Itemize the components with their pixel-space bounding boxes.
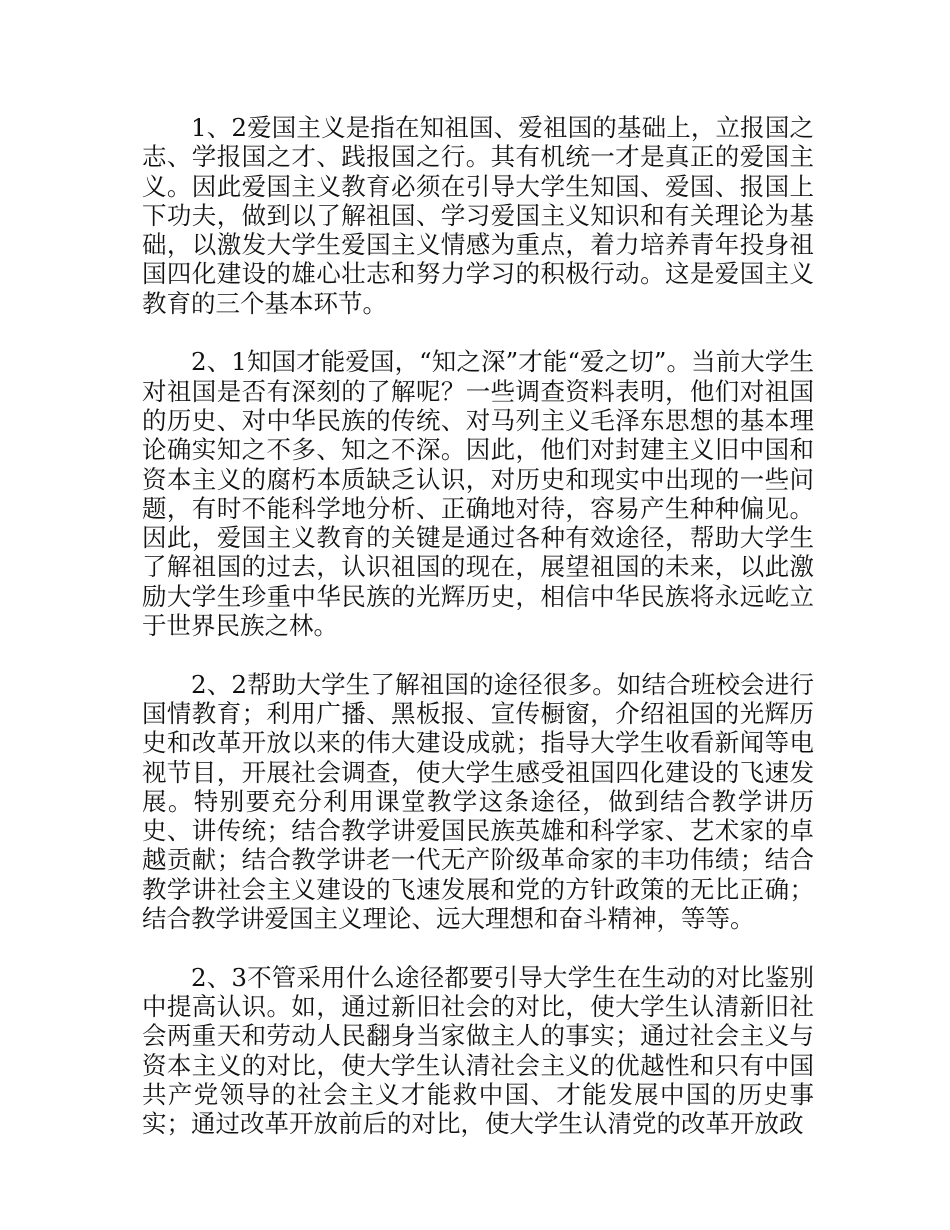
paragraph-2-2: 2、2帮助大学生了解祖国的途径很多。如结合班校会进行国情教育；利用广播、黑板报、宣传橱窗，介绍祖国的光辉历史和改革开放以来的伟大建设成就；指导大学生收看新闻等电视节目，开展社会调查，使大学生感受祖国四化建设的飞速发展。特别要充分利用课堂教学这条途径，做到结合教学讲历史、讲传统；结合教学讲爱国民族英雄和科学家、艺术家的卓越贡献；结合教学讲老一代无产阶级革命家的丰功伟绩；结合教学讲社会主义建设的飞速发展和党的方针政策的无比正确；结合教学讲爱国主义理论、远大理想和奋斗精神，等等。 [142,669,814,934]
paragraph-2-1: 2、1知国才能爱国，“知之深”才能“爱之切”。当前大学生对祖国是否有深刻的了解呢？一些调查资料表明，他们对祖国的历史、对中华民族的传统、对马列主义毛泽东思想的基本理论确实知之不多、知之不深。因此，他们对封建主义旧中国和资本主义的腐朽本质缺乏认识，对历史和现实中出现的一些问题，有时不能科学地分析、正确地对待，容易产生种种偏见。因此，爱国主义教育的关键是通过各种有效途径，帮助大学生了解祖国的过去，认识祖国的现在，展望祖国的未来，以此激励大学生珍重中华民族的光辉历史，相信中华民族将永远屹立于世界民族之林。 [142,347,814,641]
paragraph-2-3: 2、3不管采用什么途径都要引导大学生在生动的对比鉴别中提高认识。如，通过新旧社会的对比，使大学生认清新旧社会两重天和劳动人民翻身当家做主人的事实；通过社会主义与资本主义的对比，使大学生认清社会主义的优越性和只有中国共产党领导的社会主义才能救中国、才能发展中国的历史事实；通过改革开放前后的对比，使大学生认清党的改革开放政 [142,962,814,1139]
paragraph-1-2: 1、2爱国主义是指在知祖国、爱祖国的基础上，立报国之志、学报国之才、践报国之行。其有机统一才是真正的爱国主义。因此爱国主义教育必须在引导大学生知国、爱国、报国上下功夫，做到以了解祖国、学习爱国主义知识和有关理论为基础，以激发大学生爱国主义情感为重点，着力培养青年投身祖国四化建设的雄心壮志和努力学习的积极行动。这是爱国主义教育的三个基本环节。 [142,113,814,318]
document-body [142,113,814,1168]
